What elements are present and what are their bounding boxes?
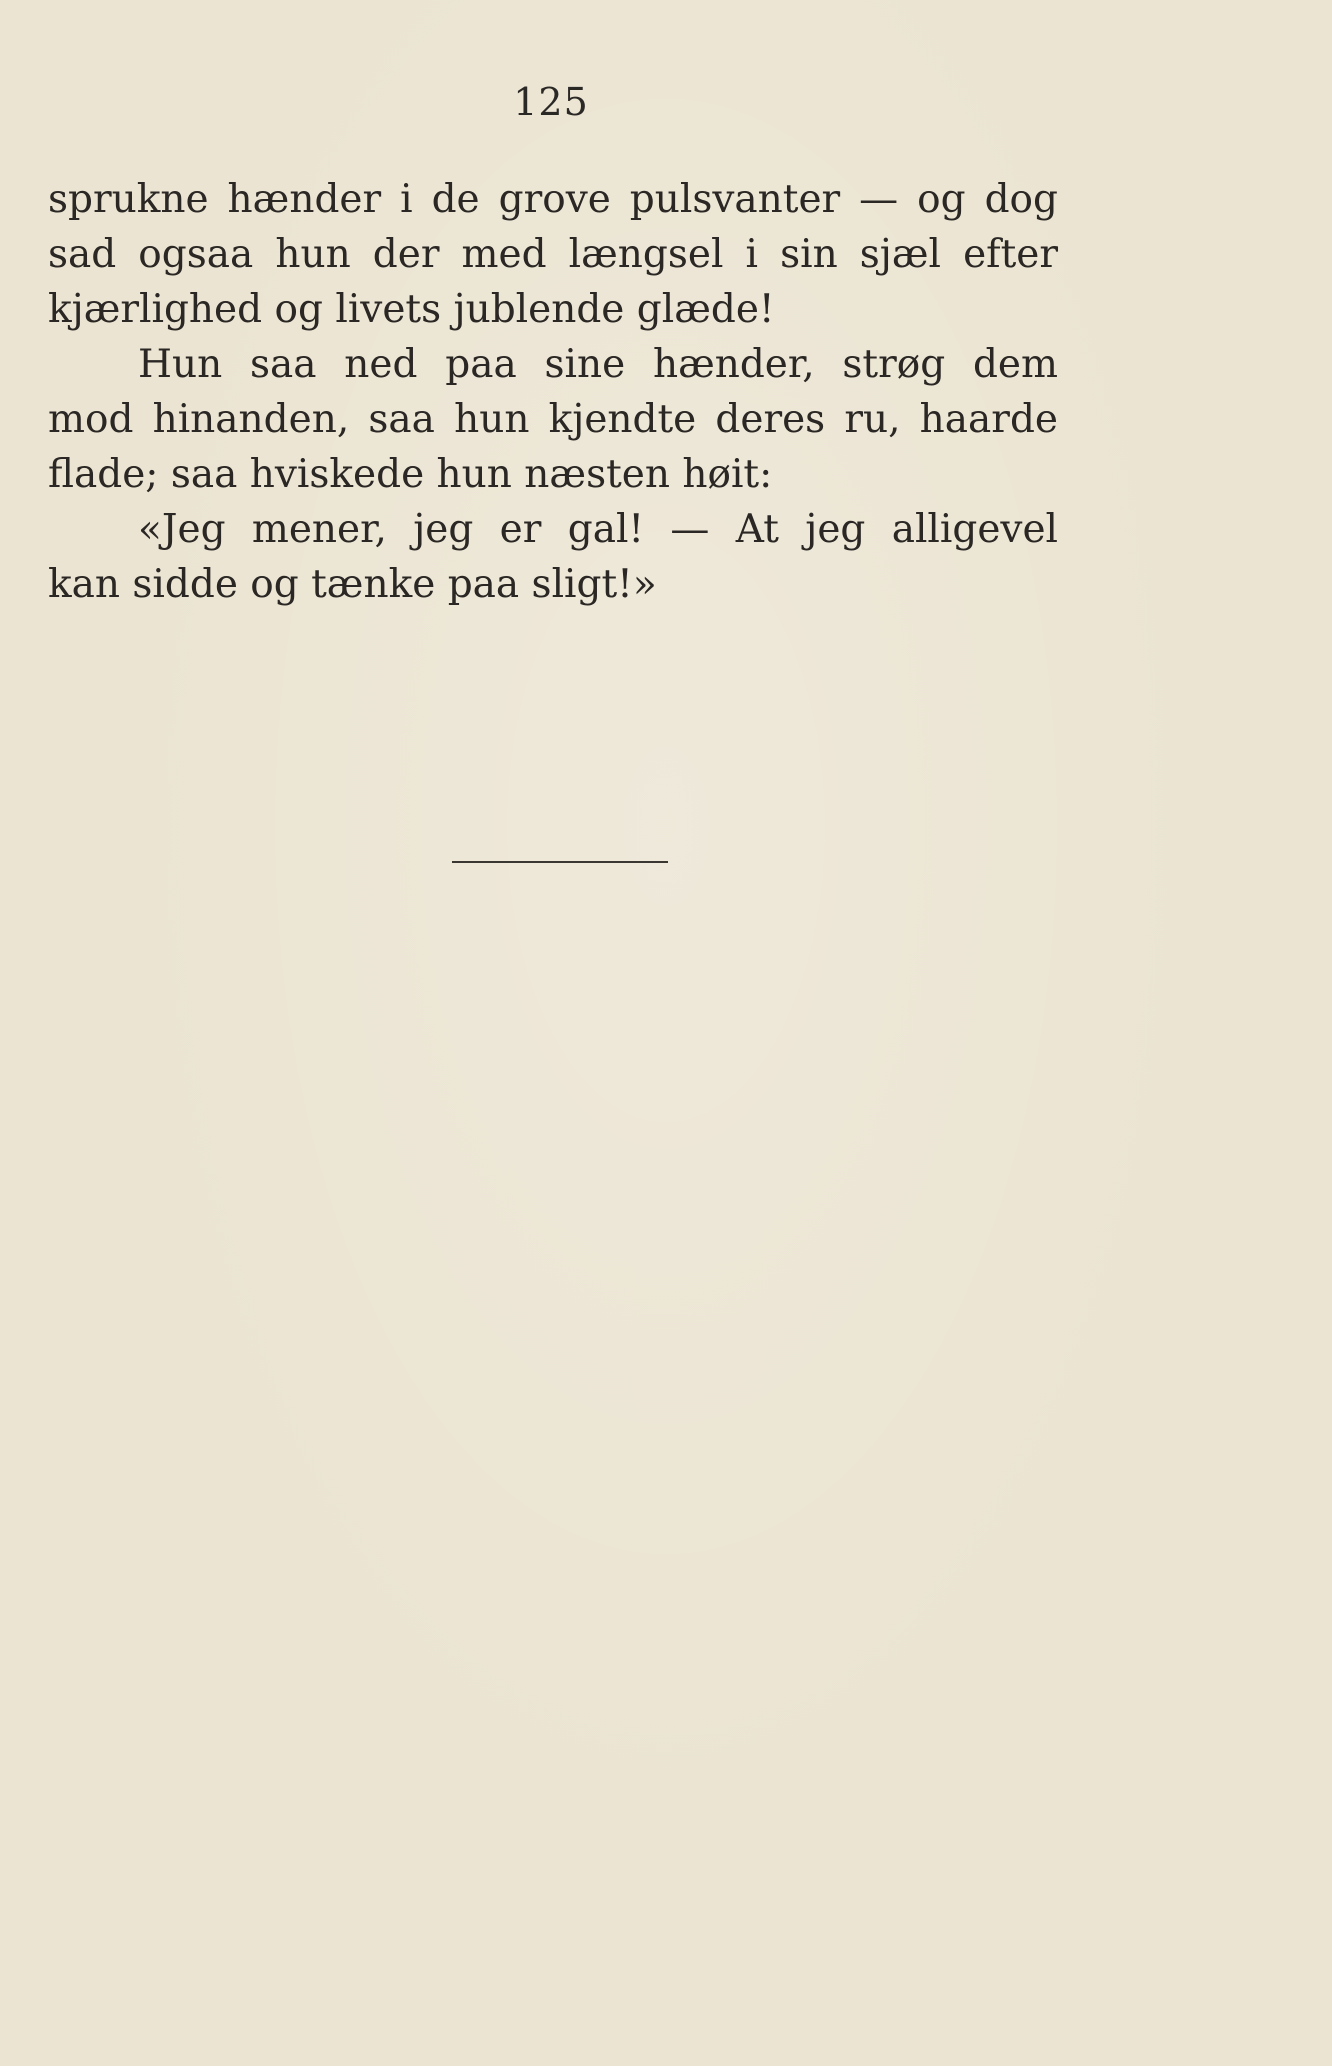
page-number: 125 [513, 80, 589, 124]
text-line: sprukne hænder i de grove pulsvanter — og dog [48, 177, 1058, 222]
text-line: Hun saa ned paa sine hænder, strøg dem [138, 342, 1058, 387]
text-line: kjærlighed og livets jublende glæde! [48, 287, 775, 332]
body-text [48, 172, 1058, 612]
text-line: «Jeg mener, jeg er gal! — At jeg alligevel [138, 507, 1058, 552]
section-divider [452, 861, 668, 863]
text-line: kan sidde og tænke paa sligt!» [48, 562, 657, 607]
text-line: mod hinanden, saa hun kjendte deres ru, haarde [48, 397, 1058, 442]
text-line: sad ogsaa hun der med længsel i sin sjæl efter [48, 232, 1058, 277]
text-line: flade; saa hviskede hun næsten høit: [48, 452, 773, 497]
